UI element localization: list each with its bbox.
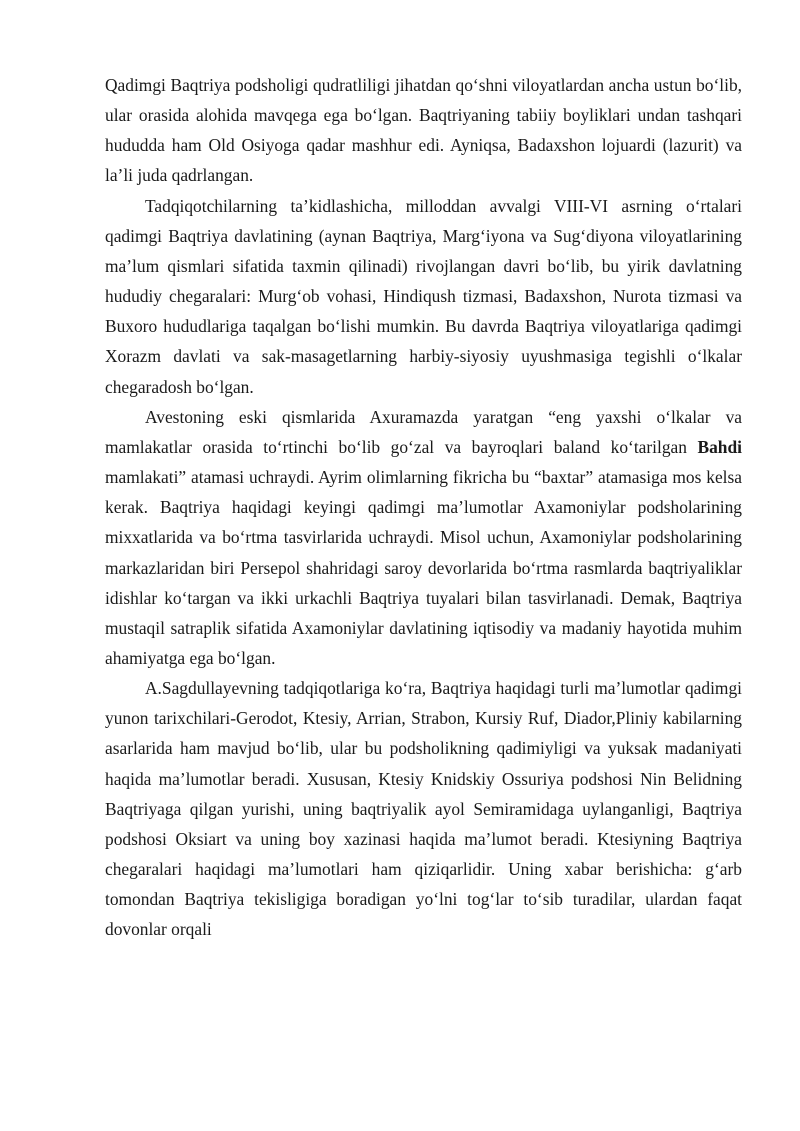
paragraph-3 [105, 402, 742, 673]
bahdi-bold-term: Bahdi [697, 436, 742, 457]
paragraph-3-text-end: mamlakati” atamasi uchraydi. Ayrim olimlarning fikricha bu “baxtar” atamasiga mos kelsa kerak. Baqtriya haqidagi keyingi qadimgi ma’lumotlar Axamoniylar podsholarining mixxatlarida va bo‘rtma tasvirlarida uchraydi. Misol uchun, Axamoniylar podsholarining markazlaridan biri Persepol shahridagi saroy devorlarida bo‘rtma rasmlarda baqtriyaliklar idishlar ko‘targan va ikki urkachli Baqtriya tuyalari bilan tasvirlanadi. Demak, Baqtriya mustaqil satraplik sifatida Axamoniylar davlatining iqtisodiy va madaniy hayotida muhim ahamiyatga ega bo‘lgan. [105, 467, 742, 668]
paragraph-2: Tadqiqotchilarning ta’kidlashicha, milloddan avvalgi VIII-VI asrning o‘rtalari qadimgi Baqtriya davlatining (aynan Baqtriya, Marg‘iyona va Sug‘diyona viloyatlarining ma’lum qismlari sifatida taxmin qilinadi) rivojlangan davri bo‘lib, bu yirik davlatning hududiy chegaralari: Murg‘ob vohasi, Hindiqush tizmasi, Badaxshon, Nurota tizmasi va Buxoro hududlariga taqalgan bo‘lishi mumkin. Bu davrda Baqtriya viloyatlariga qadimgi Xorazm davlati va sak-masagetlarning harbiy-siyosiy uyushmasiga tegishli o‘lkalar chegaradosh bo‘lgan. [105, 195, 742, 397]
paragraph-3-text-start: Avestoning eski qismlarida Axuramazda yaratgan “eng yaxshi o‘lkalar va mamlakatlar orasida to‘rtinchi bo‘lib go‘zal va bayroqlari baland ko‘tarilgan [105, 406, 742, 457]
paragraph-4: A.Sagdullayevning tadqiqotlariga ko‘ra, Baqtriya haqidagi turli ma’lumotlar qadimgi yunon tarixchilari-Gerodot, Ktesiy, Arrian, Strabon, Kursiy Ruf, Diador,Pliniy kabilarning asarlarida ham mavjud bo‘lib, ular bu podsholikning qadimiyligi va yuksak madaniyati haqida ma’lumotlar beradi. Xususan, Ktesiy Knidskiy Ossuriya podshosi Nin Belidning Baqtriyaga qilgan yurishi, uning baqtriyalik ayol Semiramidaga uylanganligi, Baqtriya podshosi Oksiart va uning boy xazinasi haqida ma’lumot beradi. Ktesiyning Baqtriya chegaralari haqidagi ma’lumotlari ham qiziqarlidir. Uning xabar berishicha: g‘arb tomondan Baqtriya tekisligiga boradigan yo‘lni tog‘lar to‘sib turadilar, ulardan faqat dovonlar orqali [105, 678, 742, 940]
document-page [105, 70, 742, 945]
paragraph-1: Qadimgi Baqtriya podsholigi qudratliligi jihatdan qo‘shni viloyatlardan ancha ustun bo‘lib, ular orasida alohida mavqega ega bo‘lgan. Baqtriyaning tabiiy boyliklari undan tashqari hududda ham Old Osiyoga qadar mashhur edi. Ayniqsa, Badaxshon lojuardi (lazurit) va la’li juda qadrlangan. [105, 75, 742, 186]
